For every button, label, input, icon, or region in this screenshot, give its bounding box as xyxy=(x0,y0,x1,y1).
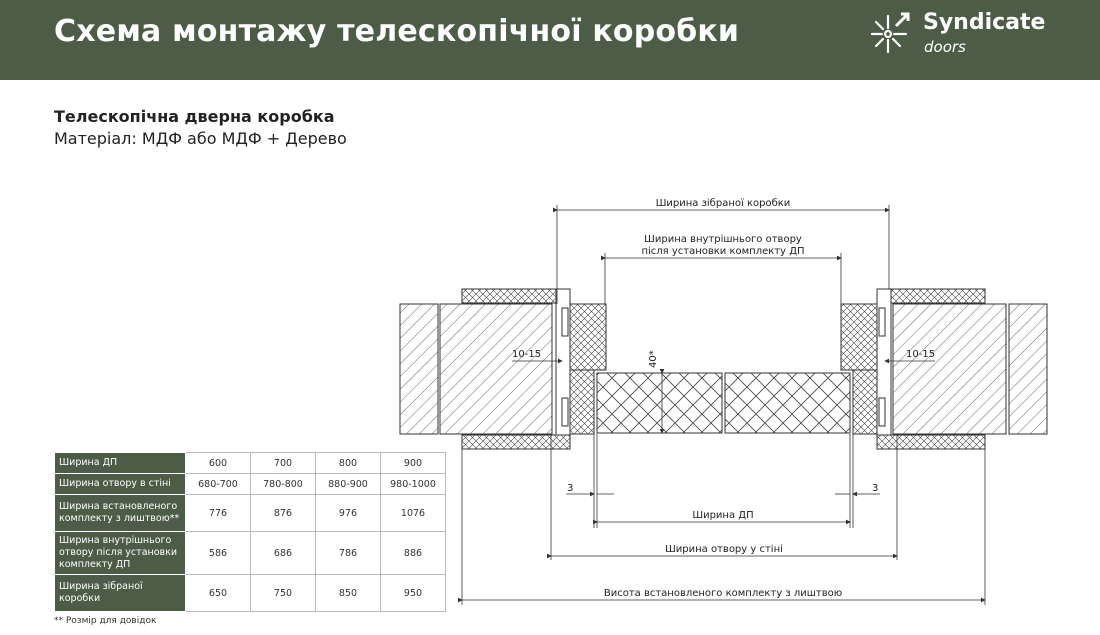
table-cell: 750 xyxy=(251,575,316,612)
label-gap-left: 10-15 xyxy=(512,349,542,360)
table-row xyxy=(55,532,446,575)
specs-table xyxy=(54,452,446,612)
table-cell: 586 xyxy=(186,532,251,575)
table-cell: 800 xyxy=(316,453,381,474)
row-label: Ширина внутрішнього отвору після установки комплекту ДП xyxy=(55,532,186,575)
label-inner-opening-1: Ширина внутрішнього отвору xyxy=(644,234,802,245)
table-cell: 700 xyxy=(251,453,316,474)
table-cell: 600 xyxy=(186,453,251,474)
section-subtitle: Телескопічна дверна коробка xyxy=(54,107,335,126)
table-cell: 980-1000 xyxy=(381,474,446,495)
material-text: Матеріал: МДФ або МДФ + Дерево xyxy=(54,129,347,148)
label-gap-right: 10-15 xyxy=(906,349,936,360)
wall-right xyxy=(893,304,1047,434)
door-leaf xyxy=(597,373,850,433)
wall-left xyxy=(400,304,552,434)
page-title: Схема монтажу телескопічної коробки xyxy=(54,14,740,49)
table-cell: 850 xyxy=(316,575,381,612)
row-label: Ширина ДП xyxy=(55,453,186,474)
table-row xyxy=(55,474,446,495)
label-door-thickness: 40* xyxy=(648,350,659,368)
table-row xyxy=(55,575,446,612)
table-cell: 650 xyxy=(186,575,251,612)
table-cell: 680-700 xyxy=(186,474,251,495)
row-label: Ширина отвору в стіні xyxy=(55,474,186,495)
table-row xyxy=(55,453,446,474)
table-cell: 786 xyxy=(316,532,381,575)
row-label: Ширина встановленого комплекту з лиштвою** xyxy=(55,495,186,532)
table-cell: 880-900 xyxy=(316,474,381,495)
table-cell: 886 xyxy=(381,532,446,575)
table-cell: 950 xyxy=(381,575,446,612)
label-wall-opening: Ширина отвору у стіні xyxy=(665,544,783,555)
table-cell: 1076 xyxy=(381,495,446,532)
label-clearance-left: 3 xyxy=(567,483,574,494)
brand-name: Syndicate xyxy=(923,10,1046,35)
table-cell: 776 xyxy=(186,495,251,532)
label-box-width: Ширина зібраної коробки xyxy=(655,198,791,209)
label-inner-opening-2: після установки комплекту ДП xyxy=(641,246,805,257)
label-door-width: Ширина ДП xyxy=(692,510,754,521)
table-cell: 900 xyxy=(381,453,446,474)
row-label: Ширина зібраної коробки xyxy=(55,575,186,612)
label-clearance-right: 3 xyxy=(872,483,879,494)
table-cell: 976 xyxy=(316,495,381,532)
footnote: ** Розмір для довідок xyxy=(54,616,157,626)
table-cell: 876 xyxy=(251,495,316,532)
label-total-width: Висота встановленого комплекту з лиштвою xyxy=(603,588,843,599)
table-cell: 780-800 xyxy=(251,474,316,495)
table-cell: 686 xyxy=(251,532,316,575)
brand-subname: doors xyxy=(924,38,966,56)
table-row xyxy=(55,495,446,532)
